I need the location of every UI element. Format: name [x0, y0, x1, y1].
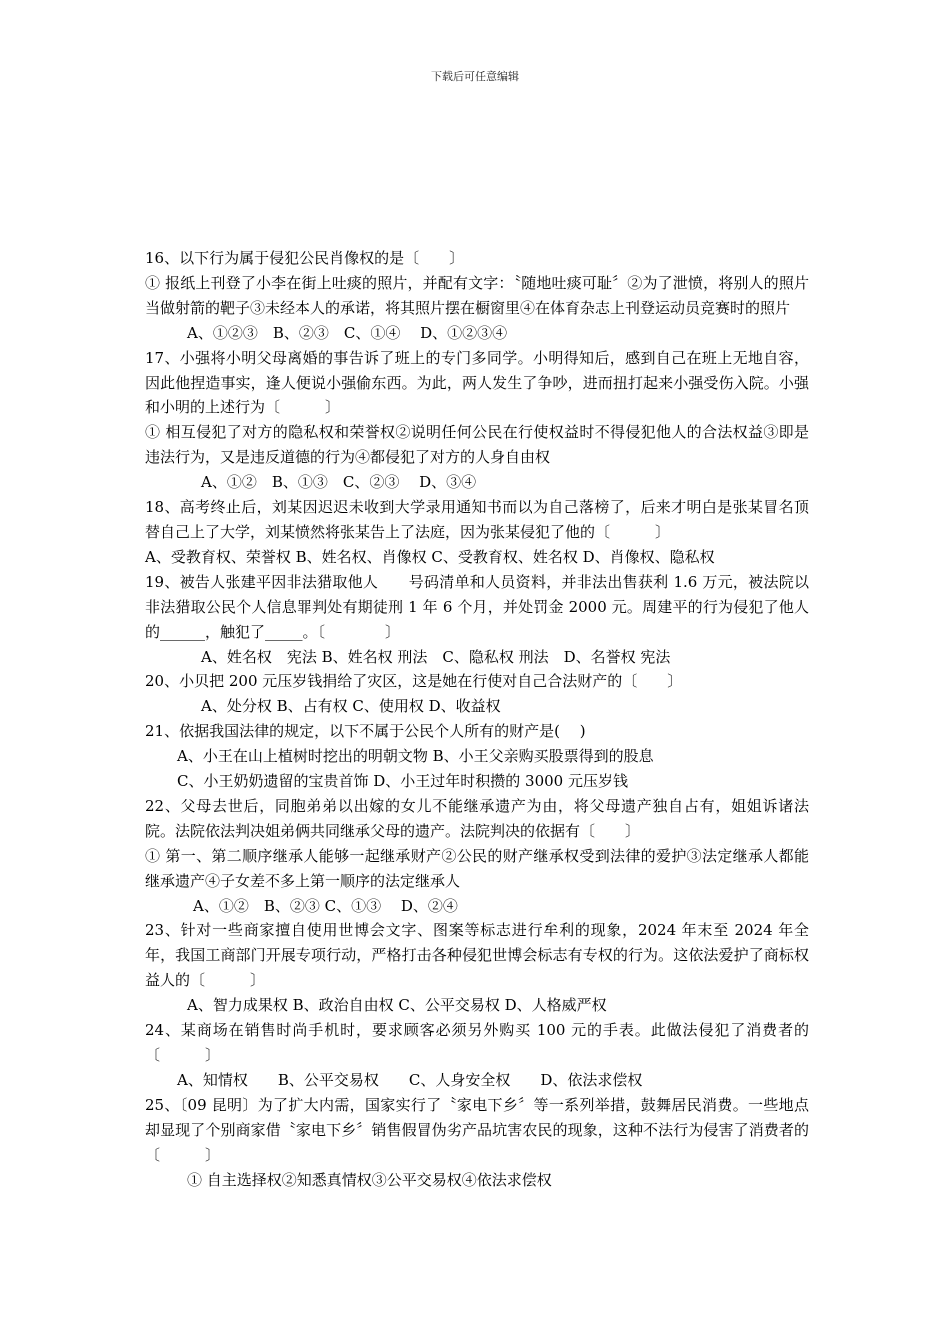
q25-statements: ① 自主选择权②知悉真情权③公平交易权④依法求偿权: [187, 1170, 552, 1189]
q25-stem: 25、〔09 昆明〕为了扩大内需，国家实行了〝家电下乡〞等一系列举措，鼓舞居民消费。一些地点却显现了个别商家借〝家电下乡〞销售假冒伪劣产品坑害农民的现象，这种不法行为侵害了消费者的〔 〕: [145, 1095, 809, 1164]
q21-options-cd: C、小王奶奶遗留的宝贵首饰 D、小王过年时积攒的 3000 元压岁钱: [177, 772, 628, 791]
q19-options: A、姓名权 宪法 B、姓名权 刑法 C、隐私权 刑法 D、名誉权 宪法: [201, 647, 671, 666]
q18-options: A、受教育权、荣誉权 B、姓名权、肖像权 C、受教育权、姓名权 D、肖像权、隐私权: [145, 547, 715, 566]
q16-options: A、①②③ B、②③ C、①④ D、①②③④: [187, 323, 508, 342]
document-body: [145, 246, 809, 1192]
q18-stem: 18、高考终止后，刘某因迟迟未收到大学录用通知书而以为自己落榜了，后来才明白是张某冒名顶替自己上了大学，刘某愤然将张某告上了法庭，因为张某侵犯了他的〔 〕: [145, 498, 809, 541]
q17-statements: ① 相互侵犯了对方的隐私权和荣誉权②说明任何公民在行使权益时不得侵犯他人的合法权益③即是违法行为，又是违反道德的行为④都侵犯了对方的人身自由权: [145, 423, 809, 467]
q23-stem: 23、针对一些商家擅自使用世博会文字、图案等标志进行牟利的现象，2024 年末至 2024 年全年，我国工商部门开展专项行动，严格打击各种侵犯世博会标志有专权的行为。这依法爱护了商标权益人的〔 〕: [145, 921, 809, 990]
q24-stem: 24、某商场在销售时尚手机时，要求顾客必须另外购买 100 元的手表。此做法侵犯了消费者的〔 〕: [145, 1021, 809, 1064]
q24-options: A、知情权 B、公平交易权 C、人身安全权 D、依法求偿权: [177, 1070, 643, 1089]
q19-stem: 19、被告人张建平因非法猎取他人 号码清单和人员资料，并非法出售获利 1.6 万元，被法院以非法猎取公民个人信息罪判处有期徒刑 1 年 6 个月，并处罚金 2000 元。周建平的行为侵犯了他人的______，触犯了_____。〔 〕: [145, 572, 809, 641]
q16-stem: 16、以下行为属于侵犯公民肖像权的是〔 〕: [145, 249, 465, 267]
q22-stem: 22、父母去世后，同胞弟弟以出嫁的女儿不能继承遗产为由，将父母遗产独自占有，姐姐诉诸法院。法院依法判决姐弟俩共同继承父母的遗产。法院判决的依据有〔 〕: [145, 796, 809, 840]
q22-statements: ① 第一、第二顺序继承人能够一起继承财产②公民的财产继承权受到法律的爱护③法定继承人都能继承遗产④子女差不多上第一顺序的法定继承人: [145, 846, 809, 890]
q20-options: A、处分权 B、占有权 C、使用权 D、收益权: [201, 697, 501, 716]
q16-statements: ① 报纸上刊登了小李在街上吐痰的照片，并配有文字：〝随地吐痰可耻〞②为了泄愤，将别人的照片当做射箭的靶子③未经本人的承诺，将其照片摆在橱窗里④在体育杂志上刊登运动员竞赛时的照片: [145, 273, 809, 317]
q22-options: A、①② B、②③ C、①③ D、②④: [193, 896, 458, 915]
q23-options: A、智力成果权 B、政治自由权 C、公平交易权 D、人格威严权: [187, 996, 607, 1015]
page-header: 下载后可任意编辑: [431, 70, 519, 83]
q21-options-ab: A、小王在山上植树时挖出的明朝文物 B、小王父亲购买股票得到的股息: [177, 747, 654, 766]
q17-options: A、①② B、①③ C、②③ D、③④: [201, 473, 477, 492]
q17-stem: 17、小强将小明父母离婚的事告诉了班上的专门多同学。小明得知后，感到自己在班上无地自容，因此他捏造事实，逢人便说小强偷东西。为此，两人发生了争吵，进而扭打起来小强受伤入院。小强和小明的上述行为〔 〕: [145, 348, 809, 417]
q20-stem: 20、小贝把 200 元压岁钱捐给了灾区，这是她在行使对自己合法财产的〔 〕: [145, 672, 683, 691]
q21-stem: 21、依据我国法律的规定，以下不属于公民个人所有的财产是( ): [145, 722, 586, 741]
